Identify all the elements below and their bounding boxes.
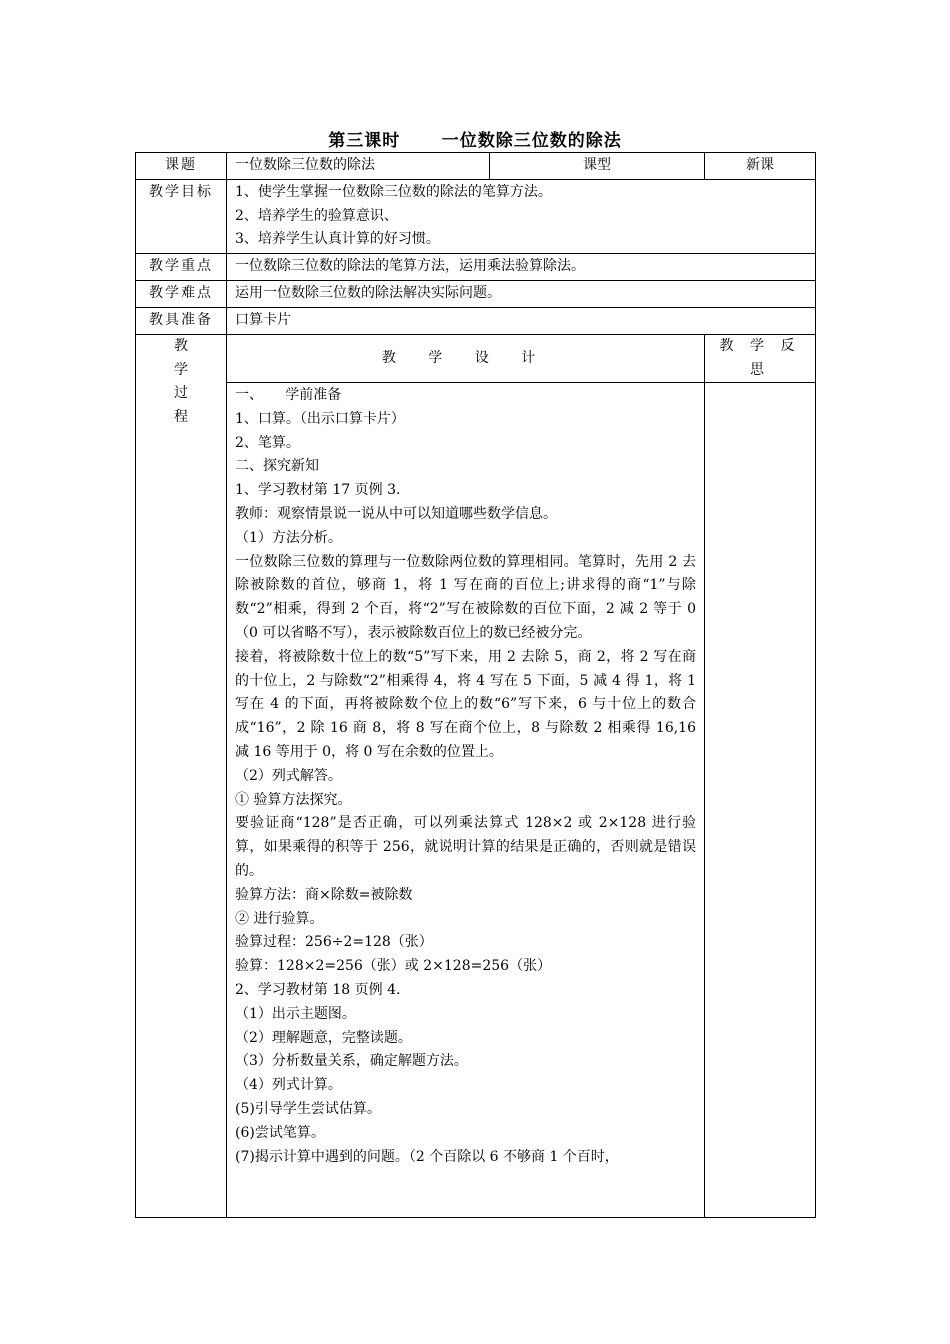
- objective-item: 1、使学生掌握一位数除三位数的除法的笔算方法。: [235, 184, 552, 200]
- objectives-cell: [227, 180, 816, 254]
- difficulty-row: [136, 281, 816, 308]
- process-header-row: [136, 335, 816, 383]
- process-paragraph: 接着，将被除数十位上的数“5”写下来，用 2 去除 5，商 2，将 2 写在商的十位上，2 与除数“2”相乘得 4，将 4 写在 5 下面，5 减 4 得 1，将 1 写在 4 的下面，再将被除数个位上的数“6”写下来，6 与十位上的数合成“16”，2 除 16 商 8，将 8 写在商个位上，8 与除数 2 相乘得 16,16 减 16 等用于 0，将 0 写在余数的位置上。: [235, 648, 696, 760]
- process-line: 1、口算。（出示口算卡片）: [235, 410, 405, 427]
- process-content: [227, 383, 705, 1218]
- process-line: (7)揭示计算中遇到的问题。（2 个百除以 6 不够商 1 个百时，: [235, 1148, 619, 1165]
- process-line: （2）理解题意，完整读题。: [235, 1029, 412, 1046]
- lesson-plan-table: [135, 152, 816, 1218]
- process-line: 验算：128×2=256（张）或 2×128=256（张）: [235, 958, 552, 975]
- process-line: （3）分析数量关系，确定解题方法。: [235, 1053, 468, 1070]
- tools-label: 教具准备: [136, 308, 227, 335]
- process-content-row: [136, 383, 816, 1218]
- topic-label: 课题: [136, 153, 227, 180]
- topic-value: 一位数除三位数的除法: [227, 153, 490, 180]
- process-label-char: 教: [174, 338, 188, 354]
- process-line: (5)引导学生尝试估算。: [235, 1100, 381, 1117]
- tools-value: 口算卡片: [227, 308, 816, 335]
- process-line: 2、笔算。: [235, 434, 300, 451]
- process-line: 教师：观察情景说一说从中可以知道哪些数学信息。: [235, 505, 557, 522]
- objective-item: 2、培养学生的验算意识、: [235, 207, 398, 224]
- process-line: 二、探究新知: [235, 458, 319, 475]
- keypoint-value: 一位数除三位数的除法的笔算方法，运用乘法验算除法。: [227, 254, 816, 281]
- difficulty-value: 运用一位数除三位数的除法解决实际问题。: [227, 281, 816, 308]
- process-paragraph: 要验证商“128”是否正确，可以列乘法算式 128×2 或 2×128 进行验算，如果乘得的积等于 256，就说明计算的结果是正确的，否则就是错误的。: [235, 815, 696, 879]
- process-line: 2、学习教材第 18 页例 4.: [235, 981, 401, 998]
- keypoint-row: [136, 254, 816, 281]
- page-title: 第三课时 一位数除三位数的除法: [328, 131, 622, 151]
- process-line: （4）列式计算。: [235, 1077, 342, 1094]
- process-line: （2）列式解答。: [235, 767, 342, 784]
- tools-row: [136, 308, 816, 335]
- process-line: 1、学习教材第 17 页例 3.: [235, 482, 401, 499]
- type-value: 新课: [705, 153, 816, 180]
- process-line: （1）方法分析。: [235, 529, 342, 546]
- type-label: 课型: [490, 153, 705, 180]
- process-label-char: 学: [174, 361, 188, 378]
- objectives-row: [136, 180, 816, 254]
- difficulty-label: 教学难点: [136, 281, 227, 308]
- process-line: ① 验算方法探究。: [235, 791, 352, 808]
- process-line: （1）出示主题图。: [235, 1005, 356, 1022]
- design-header: 教 学 设 计: [227, 335, 705, 383]
- process-paragraph: 一位数除三位数的算理与一位数除两位数的算理相同。笔算时，先用 2 去除被除数的首位，够商 1，将 1 写在商的百位上;讲求得的商“1”与除数“2”相乘，得到 2 个百，将“2”写在被除数的百位下面，2 减 2 等于 0（0 可以省略不写），表示被除数百位上的数已经被分完。: [235, 553, 696, 641]
- keypoint-label: 教学重点: [136, 254, 227, 281]
- process-line: ② 进行验算。: [235, 910, 324, 927]
- process-line: 一、 学前准备: [235, 387, 342, 403]
- process-line: 验算方法：商×除数=被除数: [235, 886, 413, 903]
- process-line: 验算过程：256÷2=128（张）: [235, 934, 433, 951]
- process-label-char: 过: [174, 385, 188, 401]
- process-line: (6)尝试笔算。: [235, 1124, 325, 1141]
- topic-row: [136, 153, 816, 180]
- process-label-char: 程: [174, 408, 188, 425]
- process-label: [136, 335, 227, 1218]
- objective-item: 3、培养学生认真计算的好习惯。: [235, 231, 440, 247]
- objectives-label: 教学目标: [136, 180, 227, 254]
- reflection-header: 教 学 反 思: [705, 335, 816, 383]
- reflection-cell: [705, 383, 816, 1218]
